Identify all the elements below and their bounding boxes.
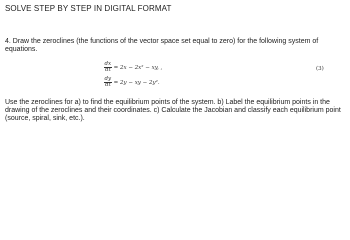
fraction-denominator: dt (104, 67, 111, 73)
fraction-numerator: dx (104, 60, 112, 67)
question-text: 4. Draw the zeroclines (the functions of the vector space set equal to zero) for the following system of equations. (5, 38, 319, 53)
equation-dx-dt (104, 60, 324, 75)
derivative-dy-dt (104, 77, 112, 89)
equation-rhs: = 2y − xy − 2y². (113, 79, 160, 86)
page-title: SOLVE STEP BY STEP IN DIGITAL FORMAT (5, 4, 172, 13)
fraction-denominator: dt (104, 82, 111, 88)
instructions-text: Use the zeroclines for a) to find the equilibrium points of the system. b) Label the equilibrium points in the drawing of the zeroclines and their coordinates. c) Calculate the Jacobian and classify each equilibrium point (source, spiral, sink, etc.). (5, 99, 341, 122)
fraction-numerator: dy (104, 75, 112, 82)
equation-system (104, 60, 324, 90)
equation-number: (3) (316, 66, 324, 72)
equation-dy-dt (104, 75, 324, 90)
equation-rhs: = 2x − 2x² − xy, , (113, 64, 163, 71)
derivative-dx-dt (104, 62, 112, 74)
